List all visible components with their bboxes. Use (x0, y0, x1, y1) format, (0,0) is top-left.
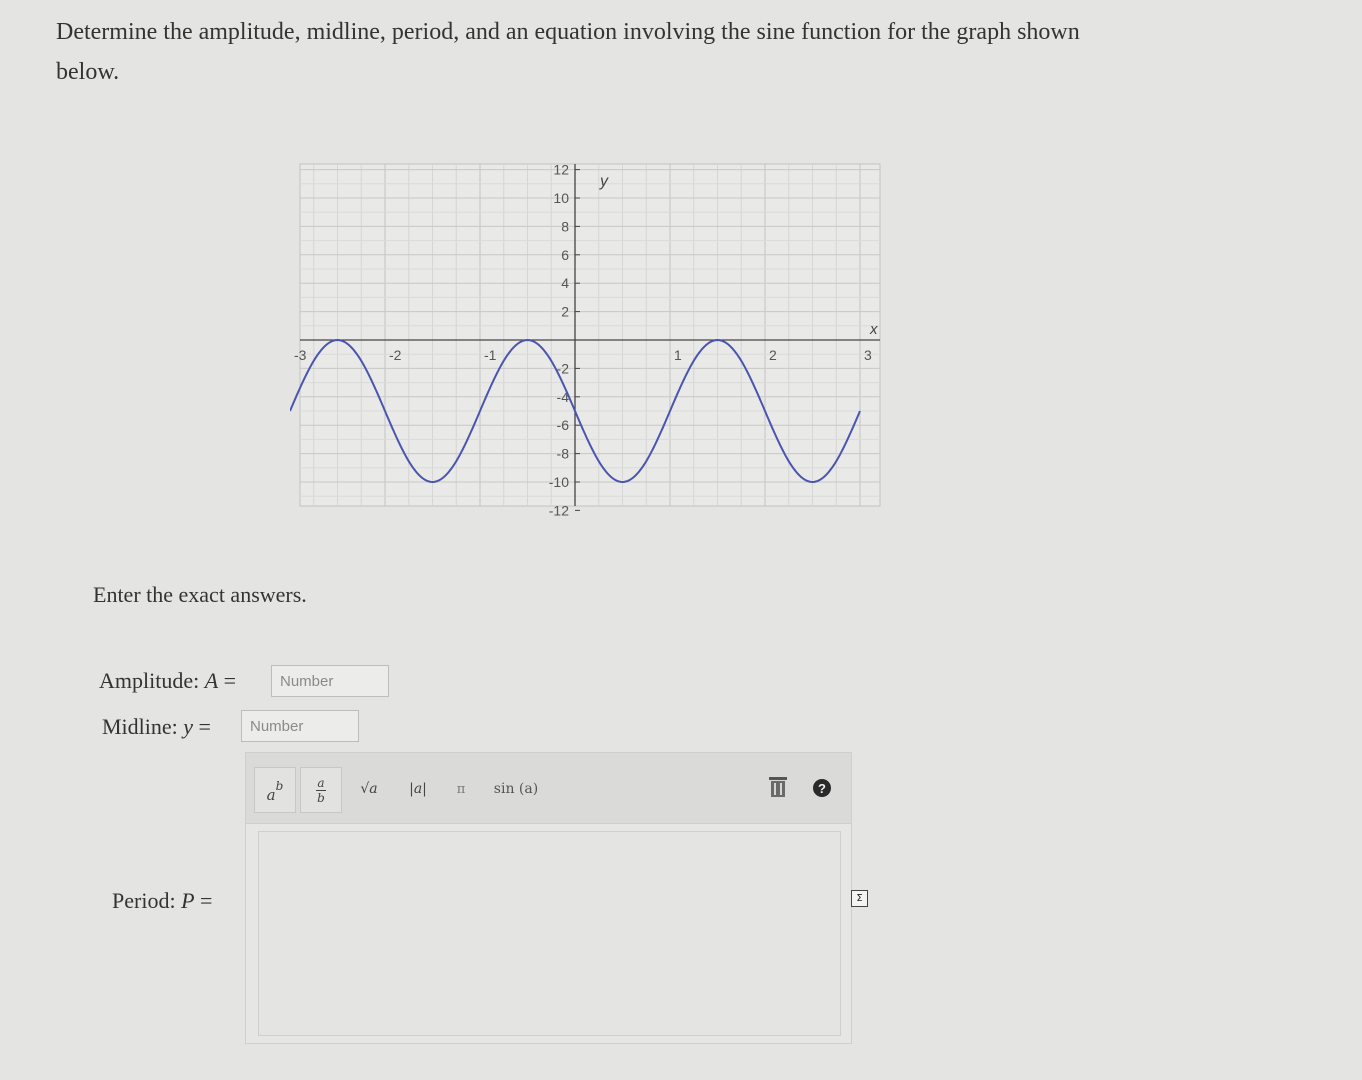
midline-label (102, 714, 211, 740)
instruction-text: Enter the exact answers. (93, 582, 307, 607)
abs-label: |a| (409, 781, 427, 797)
amplitude-input[interactable] (271, 665, 389, 697)
period-math-editor (245, 752, 852, 1044)
sine-graph (290, 150, 900, 520)
y-tick-label: -6 (556, 417, 569, 434)
midline-label-text: Midline: (102, 714, 178, 739)
y-tick-label: 10 (553, 190, 569, 206)
pi-label: π (456, 781, 466, 797)
question-prompt: Determine the amplitude, midline, period, and an equation involving the sine function for the graph shown below. (56, 19, 1080, 85)
math-toolbar (246, 753, 851, 824)
amplitude-equals: = (223, 668, 237, 693)
amplitude-label (99, 668, 236, 694)
x-tick-label: 1 (674, 347, 682, 363)
midline-variable: y (183, 714, 194, 739)
sin-label: sin (a) (493, 781, 539, 797)
power-base: a (266, 786, 276, 804)
y-tick-label: 12 (553, 161, 569, 178)
y-tick-label: -8 (556, 445, 569, 462)
y-tick-label: 8 (561, 218, 569, 235)
amplitude-variable: A (204, 668, 219, 693)
abs-button[interactable] (398, 767, 438, 811)
matrix-icon[interactable]: Σ (851, 890, 868, 907)
power-button[interactable] (254, 767, 296, 813)
trash-icon[interactable] (768, 775, 788, 799)
y-tick-label: -12 (548, 502, 569, 519)
x-tick-label: -1 (484, 347, 497, 363)
sqrt-button[interactable] (349, 767, 389, 811)
y-tick-label: 6 (561, 246, 569, 263)
y-tick-label: 2 (561, 303, 569, 320)
help-icon[interactable]: ? (813, 779, 831, 797)
midline-input[interactable] (241, 710, 359, 742)
plot-area (300, 161, 880, 506)
sqrt-label: √a (360, 781, 378, 797)
power-exponent: b (275, 779, 284, 793)
fraction-denominator: b (317, 790, 325, 805)
period-answer-area[interactable] (258, 831, 841, 1036)
y-tick-label: 4 (561, 275, 569, 292)
fraction-numerator: a (317, 775, 325, 790)
x-tick-label: 3 (864, 347, 872, 363)
period-label (112, 888, 212, 914)
period-label-text: Period: (112, 888, 176, 913)
period-variable: P (181, 888, 195, 913)
y-tick-label: -4 (556, 388, 569, 405)
graph-grid (300, 161, 880, 506)
y-tick-label: -2 (556, 360, 569, 377)
midline-equals: = (198, 714, 211, 739)
x-tick-label: -3 (294, 347, 307, 363)
y-tick-label: -10 (548, 474, 569, 490)
sin-button[interactable] (488, 767, 544, 811)
pi-button[interactable] (441, 767, 481, 811)
x-tick-label: 2 (769, 347, 777, 363)
x-tick-label: -2 (389, 347, 402, 363)
y-axis-label: y (600, 173, 608, 190)
fraction-button[interactable] (300, 767, 342, 813)
period-equals: = (200, 888, 213, 913)
x-axis-label: x (870, 321, 878, 338)
amplitude-label-text: Amplitude: (99, 668, 200, 693)
